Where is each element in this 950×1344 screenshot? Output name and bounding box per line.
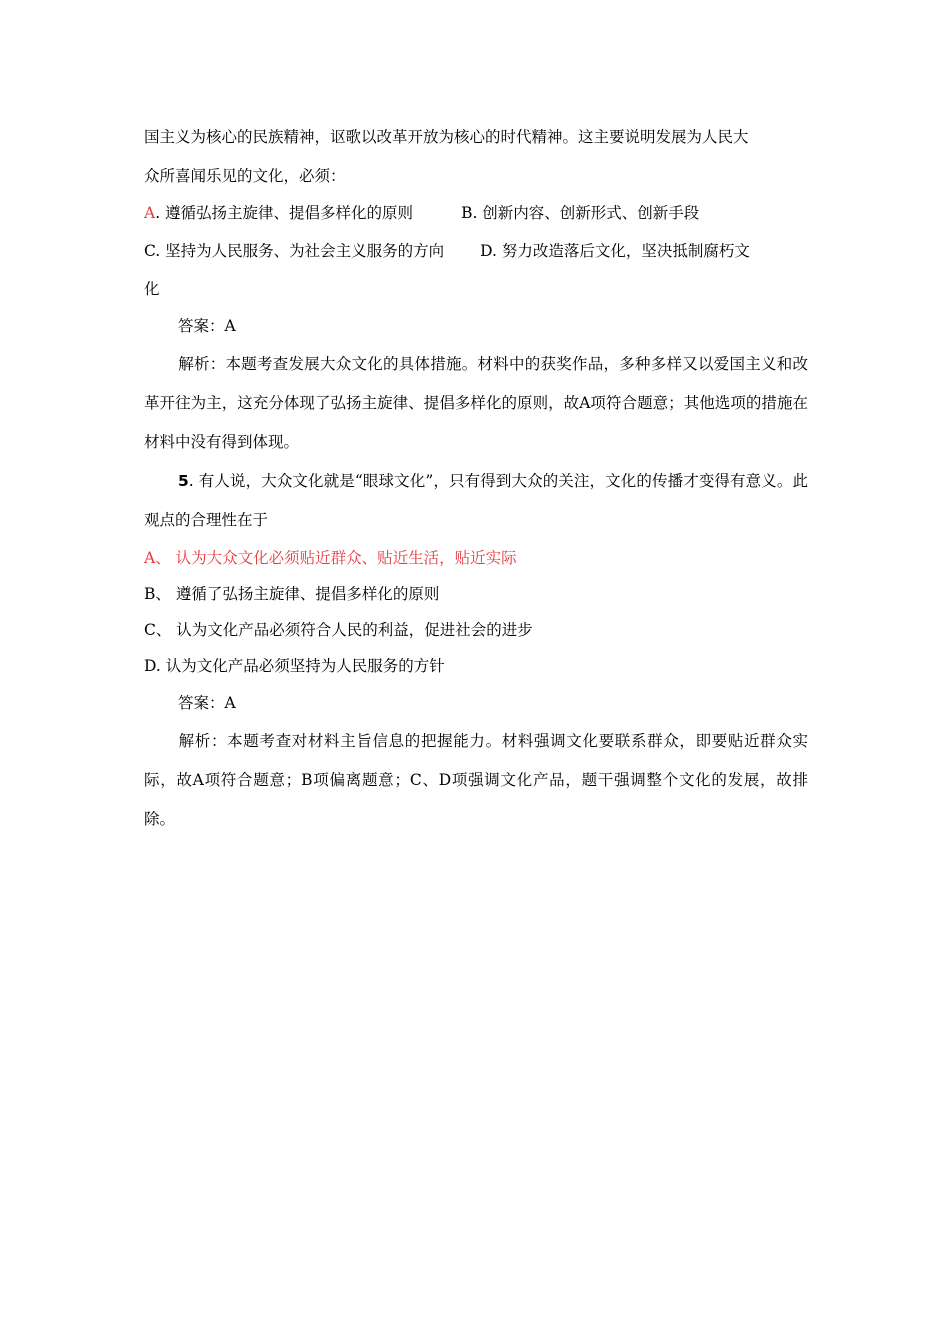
q5-analysis-text: 解析：本题考查对材料主旨信息的把握能力。材料强调文化要联系群众，即要贴近群众实际，故A项符合题意；B项偏离题意；C、D项强调文化产品，题干强调整个文化的发展，故排除。 (144, 732, 808, 828)
q4-options-row-2 (144, 231, 808, 271)
q4-option-d-line-2: 化 (144, 280, 160, 298)
q5-option-b: B、 遵循了弘扬主旋律、提倡多样化的原则 (144, 585, 440, 603)
q4-option-a-letter: A (144, 204, 156, 222)
q4-stem-line-1: 国主义为核心的民族精神，讴歌以改革开放为核心的时代精神。这主要说明发展为人民大 (144, 128, 749, 146)
q5-option-c: C、 认为文化产品必须符合人民的利益，促进社会的进步 (144, 621, 533, 639)
q5-answer: 答案：A (178, 694, 236, 712)
q5-stem-text: . 有人说，大众文化就是“眼球文化”，只有得到大众的关注，文化的传播才变得有意义。此观点的合理性在于 (144, 472, 808, 529)
q5-option-a: A、 认为大众文化必须贴近群众、贴近生活，贴近实际 (144, 549, 517, 567)
q5-option-d: D. 认为文化产品必须坚持为人民服务的方针 (144, 657, 445, 675)
q5-number: 5 (178, 472, 189, 490)
q5-analysis (144, 722, 808, 839)
q4-option-a-text: . 遵循弘扬主旋律、提倡多样化的原则 (155, 204, 414, 222)
q4-option-c: C. 坚持为人民服务、为社会主义服务的方向 (144, 242, 445, 260)
q4-option-b: B. 创新内容、创新形式、创新手段 (461, 204, 700, 222)
q5-stem (144, 462, 808, 540)
q4-options-row-1 (144, 195, 808, 231)
q4-stem-line-2: 众所喜闻乐见的文化，必须： (144, 167, 346, 185)
q4-option-d-line-1: D. 努力改造落后文化，坚决抵制腐朽文 (480, 242, 750, 260)
document-page (144, 118, 808, 839)
q4-answer: 答案：A (178, 317, 236, 335)
q4-analysis: 解析：本题考查发展大众文化的具体措施。材料中的获奖作品，多种多样又以爱国主义和改革开往为主，这充分体现了弘扬主旋律、提倡多样化的原则，故A项符合题意；其他选项的措施在材料中没有得到体现。 (144, 355, 808, 451)
q4-option-a (144, 195, 413, 231)
